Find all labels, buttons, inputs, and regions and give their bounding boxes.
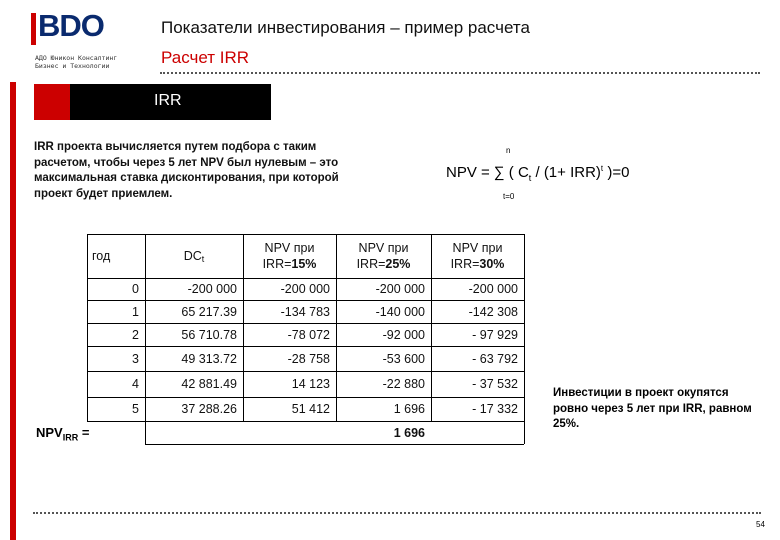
header-npv-25-rate: 25% [385,257,411,271]
header-npv-15-rate: 15% [291,257,317,271]
npv-label-eq: = [78,425,90,440]
formula-lower-limit: t=0 [503,192,515,201]
cell-dc: 49 313.72 [181,351,237,366]
cell-npv30: - 63 792 [472,351,518,366]
page-subtitle: Расчет IRR [161,48,250,67]
formula-upper-limit: n [506,146,511,155]
formula-middle: / (1+ IRR) [531,164,601,181]
total-npv-value: 1 696 [393,425,425,440]
page-title: Показатели инвестирования – пример расчета [161,18,530,37]
cell-npv25: -140 000 [375,304,425,319]
logo-subtitle [35,54,117,70]
cell-npv15: -78 072 [287,327,330,342]
header-npv-30-line1: NPV при [452,241,503,255]
cell-npv30: - 97 929 [472,327,518,342]
header-npv-30-rate: 30% [479,257,505,271]
logo-subtitle-line-2: Бизнес и Технологии [35,62,110,70]
cell-npv30: -200 000 [468,282,518,296]
cell-npv15: -200 000 [280,282,330,296]
cell-npv30: - 37 532 [472,377,518,391]
header-npv-25-line2 [357,256,411,272]
cell-dc: 37 288.26 [181,402,237,416]
npv-label-main: NPV [36,425,63,440]
header-npv-25-irr: IRR= [356,257,386,271]
logo-subtitle-line-1: АДО Юникон Консалтинг [35,54,118,62]
cell-npv15: -28 758 [287,351,330,366]
header-npv-25 [336,234,431,278]
cell-year: 0 [132,282,139,296]
cell-npv25: 1 696 [393,402,425,416]
header-npv-30-line2 [451,256,505,272]
cell-year: 2 [132,327,139,342]
cell-dc: 65 217.39 [181,304,237,319]
header-npv-15-line1: NPV при [264,241,315,255]
conclusion-note: Инвестиции в проект окупятся ровно через 5 лет при IRR, равном 25%. [553,387,752,430]
left-accent-line [10,82,16,540]
formula-prefix: NPV = ∑ ( C [446,164,529,181]
cell-dc: 42 881.49 [181,377,237,391]
header-npv-30-irr: IRR= [450,257,480,271]
header-year: год [92,249,111,263]
intro-paragraph: IRR проекта вычисляется путем подбора с таким расчетом, чтобы через 5 лет NPV был нулевым – это максимальная ставка дисконтирования, при которой проект будет приемлем. [34,141,339,200]
header-npv-15-irr: IRR= [262,257,292,271]
cell-year: 3 [132,351,139,366]
cell-dc: 56 710.78 [181,327,237,342]
header-npv-25-line1: NPV при [358,241,409,255]
cell-npv30: -142 308 [468,304,518,319]
npv-label-sub: IRR [62,432,79,443]
header-npv-15-line2 [263,256,317,272]
header-dc-main: DC [183,249,202,263]
cell-npv15: 14 123 [291,377,330,391]
cell-npv25: -92 000 [382,327,425,342]
table-rule [145,444,524,445]
table-rule [524,234,525,444]
cell-npv25: -53 600 [382,351,425,366]
cell-year: 4 [132,377,139,391]
cell-npv15: 51 412 [291,402,330,416]
header-npv-15 [243,234,336,278]
cell-npv25: -22 880 [382,377,425,391]
bdo-logo: BDO [38,8,104,43]
header-npv-30 [431,234,524,278]
banner-red-block [34,84,70,120]
formula-sup-t: t [600,164,604,173]
page-number: 54 [756,520,765,529]
npv-irr-label [36,425,89,443]
cell-npv30: - 17 332 [472,402,518,416]
cell-year: 5 [132,402,139,416]
banner-label: IRR [154,92,182,109]
cell-npv25: -200 000 [375,282,425,296]
cell-npv15: -134 783 [280,304,330,319]
footer-divider [33,512,761,514]
formula-sub-t: t [528,173,532,183]
formula-suffix: )=0 [603,164,630,181]
cell-dc: -200 000 [187,282,237,296]
logo-red-bar [31,13,36,45]
header-dc [145,234,243,278]
cell-year: 1 [132,304,139,319]
npv-formula [446,164,629,183]
table-rule [87,421,524,422]
header-divider [160,72,760,74]
header-dc-sub: t [201,254,205,264]
